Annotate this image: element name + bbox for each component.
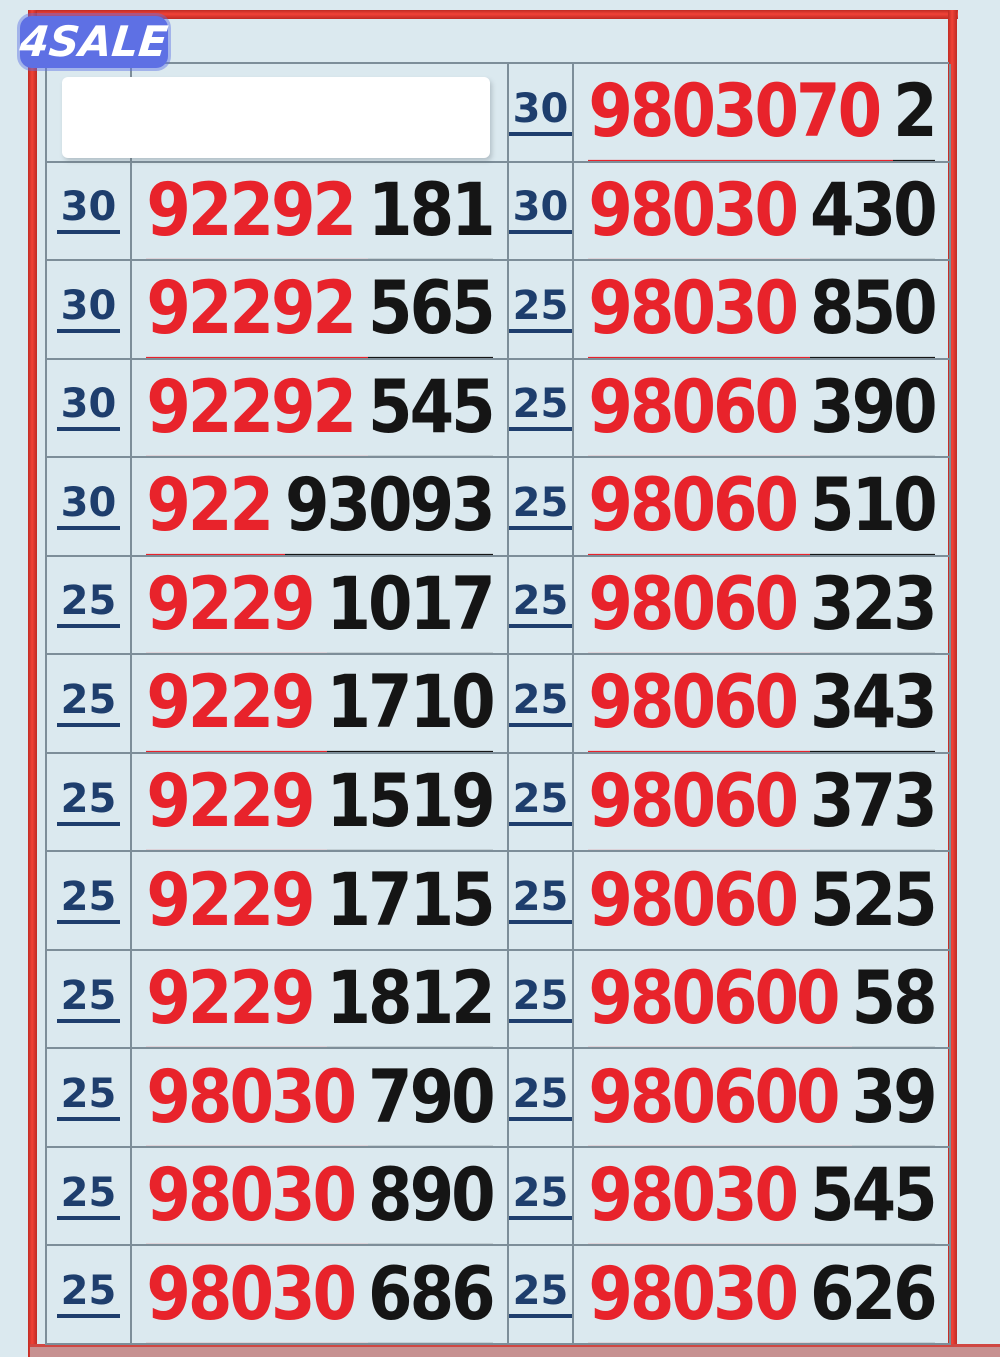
price-label: 25 — [509, 483, 572, 530]
phone-number-prefix: 92292 — [146, 169, 368, 261]
price-label: 25 — [509, 877, 572, 924]
price-cell — [509, 852, 574, 951]
phone-number-cell — [132, 458, 509, 557]
phone-number-suffix: 58 — [852, 957, 935, 1049]
phone-number-suffix: 93093 — [285, 464, 493, 556]
phone-number-suffix: 39 — [852, 1055, 935, 1147]
phone-number-prefix: 980600 — [588, 957, 851, 1049]
price-label: 25 — [57, 1271, 121, 1318]
phone-number-cell — [132, 951, 509, 1050]
price-label: 25 — [509, 976, 572, 1023]
phone-number-prefix: 98060 — [588, 563, 810, 655]
phone-number-suffix: 2 — [893, 70, 935, 162]
phone-number — [146, 365, 493, 451]
price-cell — [509, 458, 574, 557]
phone-number-suffix: 1715 — [327, 858, 493, 950]
phone-number-prefix: 922 — [146, 464, 285, 556]
price-cell — [509, 557, 574, 656]
price-label: 30 — [57, 187, 121, 234]
phone-number-cell — [132, 261, 509, 360]
price-label: 30 — [57, 483, 121, 530]
phone-number-prefix: 98030 — [588, 169, 810, 261]
phone-number — [588, 661, 935, 746]
price-cell — [509, 1148, 574, 1247]
phone-number — [588, 267, 935, 352]
phone-number-cell — [574, 360, 951, 459]
phone-number-suffix: 545 — [810, 1154, 935, 1246]
phone-number-prefix: 98030 — [588, 1253, 810, 1345]
phone-number — [588, 858, 935, 943]
phone-number-suffix: 565 — [368, 267, 493, 359]
price-label: 30 — [509, 187, 572, 234]
phone-number — [588, 1055, 935, 1140]
price-cell — [509, 754, 574, 853]
phone-number-prefix: 98060 — [588, 464, 810, 556]
phone-number-cell — [574, 655, 951, 754]
phone-number-suffix: 1710 — [327, 661, 493, 753]
phone-number-suffix: 626 — [810, 1253, 935, 1345]
phone-number-prefix: 9229 — [146, 957, 326, 1049]
phone-number-suffix: 545 — [368, 366, 493, 458]
frame-bottom-band — [30, 1344, 1000, 1357]
phone-number-cell — [132, 557, 509, 656]
price-label: 30 — [509, 89, 572, 136]
phone-number — [588, 70, 935, 155]
phone-number-prefix: 98030 — [146, 1055, 368, 1147]
price-cell — [47, 557, 132, 656]
covered-listing-overlay — [62, 77, 490, 158]
phone-number-prefix: 98030 — [146, 1154, 368, 1246]
phone-number-prefix: 9229 — [146, 760, 326, 852]
phone-number-prefix: 980600 — [588, 1055, 851, 1147]
price-cell — [47, 655, 132, 754]
phone-number-cell — [574, 458, 951, 557]
price-cell — [47, 1246, 132, 1345]
phone-number — [146, 1055, 493, 1140]
phone-number-cell — [574, 852, 951, 951]
phone-number-suffix: 525 — [810, 858, 935, 950]
phone-number-suffix: 1812 — [327, 957, 493, 1049]
price-label: 25 — [509, 680, 572, 727]
phone-number — [146, 759, 493, 845]
phone-number — [588, 759, 935, 845]
price-cell — [47, 951, 132, 1050]
phone-number-suffix: 1519 — [327, 760, 493, 852]
phone-number-prefix: 98030 — [588, 1154, 810, 1246]
price-cell — [47, 1148, 132, 1247]
price-cell — [509, 64, 574, 163]
phone-number-cell — [574, 1049, 951, 1148]
price-label: 25 — [509, 779, 572, 826]
price-cell — [509, 261, 574, 360]
phone-number — [146, 1252, 493, 1337]
phone-number — [146, 1154, 493, 1239]
4sale-logo-text: 4SALE — [17, 17, 171, 66]
price-label: 25 — [57, 779, 121, 826]
price-label: 25 — [57, 1074, 121, 1121]
phone-number-cell — [132, 655, 509, 754]
price-label: 25 — [57, 877, 121, 924]
phone-number — [146, 956, 493, 1042]
phone-number-prefix: 9229 — [146, 661, 326, 753]
price-label: 25 — [57, 976, 121, 1023]
phone-number-prefix: 9229 — [146, 563, 326, 655]
phone-number-suffix: 390 — [810, 366, 935, 458]
price-cell — [47, 852, 132, 951]
phone-number-cell — [574, 754, 951, 853]
phone-number — [588, 464, 935, 549]
4sale-logo — [17, 16, 171, 68]
price-label: 30 — [57, 286, 121, 333]
phone-number-suffix: 510 — [810, 464, 935, 556]
price-cell — [47, 754, 132, 853]
phone-number-prefix: 98030 — [588, 267, 810, 359]
phone-number-prefix: 92292 — [146, 366, 368, 458]
price-label: 25 — [509, 1173, 572, 1220]
price-cell — [47, 163, 132, 262]
price-cell — [47, 261, 132, 360]
phone-number-cell — [574, 261, 951, 360]
phone-number-prefix: 92292 — [146, 267, 368, 359]
price-label: 25 — [57, 581, 121, 628]
phone-number-cell — [132, 754, 509, 853]
phone-number-prefix: 98060 — [588, 366, 810, 458]
price-cell — [509, 951, 574, 1050]
phone-number-suffix: 343 — [810, 661, 935, 753]
frame-left-border — [28, 10, 37, 1357]
phone-number-suffix: 1017 — [327, 563, 493, 655]
price-label: 30 — [57, 384, 121, 431]
phone-number — [588, 1154, 935, 1239]
price-cell — [47, 1049, 132, 1148]
phone-number — [146, 661, 493, 746]
phone-number-suffix: 790 — [368, 1055, 493, 1147]
phone-number-cell — [574, 1148, 951, 1247]
listings-table — [45, 62, 949, 1345]
price-label: 25 — [57, 1173, 121, 1220]
phone-number-cell — [574, 951, 951, 1050]
phone-number — [588, 956, 935, 1042]
phone-number — [146, 267, 493, 352]
phone-number-cell — [132, 360, 509, 459]
phone-number-cell — [132, 852, 509, 951]
phone-number — [588, 562, 935, 648]
price-cell — [509, 1246, 574, 1345]
phone-number — [146, 168, 493, 253]
phone-number-suffix: 430 — [810, 169, 935, 261]
phone-number-prefix: 9229 — [146, 858, 326, 950]
phone-number-cell — [132, 1246, 509, 1345]
price-label: 25 — [509, 384, 572, 431]
phone-number-suffix: 890 — [368, 1154, 493, 1246]
phone-number-suffix: 373 — [810, 760, 935, 852]
phone-number-cell — [574, 64, 951, 163]
phone-number-cell — [132, 1148, 509, 1247]
phone-number — [588, 1252, 935, 1337]
price-label: 25 — [509, 1074, 572, 1121]
price-cell — [509, 360, 574, 459]
price-label: 25 — [509, 286, 572, 333]
price-label: 25 — [509, 581, 572, 628]
phone-number — [146, 858, 493, 943]
phone-number-suffix: 323 — [810, 563, 935, 655]
price-cell — [509, 163, 574, 262]
phone-number-prefix: 98060 — [588, 661, 810, 753]
price-label: 25 — [57, 680, 121, 727]
phone-number — [588, 168, 935, 253]
price-cell — [47, 360, 132, 459]
phone-number-suffix: 850 — [810, 267, 935, 359]
phone-number-cell — [574, 557, 951, 656]
price-cell — [509, 1049, 574, 1148]
price-cell — [47, 458, 132, 557]
phone-number — [146, 562, 493, 648]
phone-number — [146, 464, 493, 549]
phone-number — [588, 365, 935, 451]
phone-number-prefix: 9803070 — [588, 70, 893, 162]
price-cell — [509, 655, 574, 754]
phone-number-suffix: 686 — [368, 1253, 493, 1345]
phone-number-prefix: 98060 — [588, 760, 810, 852]
phone-number-cell — [574, 1246, 951, 1345]
phone-number-cell — [132, 1049, 509, 1148]
phone-number-prefix: 98030 — [146, 1253, 368, 1345]
phone-number-cell — [132, 163, 509, 262]
phone-number-suffix: 181 — [368, 169, 493, 261]
phone-number-cell — [574, 163, 951, 262]
price-label: 25 — [509, 1271, 572, 1318]
phone-number-prefix: 98060 — [588, 858, 810, 950]
